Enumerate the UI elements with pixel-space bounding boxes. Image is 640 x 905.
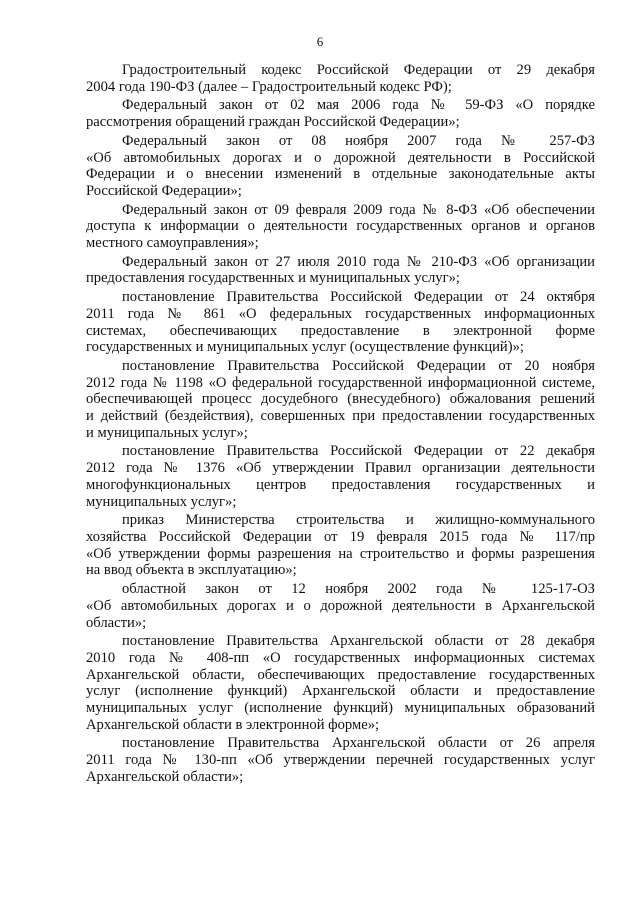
- paragraph-line: на ввод объекта в эксплуатацию»;: [86, 562, 297, 579]
- paragraph: [86, 358, 595, 442]
- paragraph-line: Федерации и о внесении изменений в отдельные законодательные акты: [86, 166, 595, 183]
- paragraph: [86, 133, 595, 200]
- paragraph-line: 2012 года № 1376 «Об утверждении Правил организации деятельности: [86, 460, 595, 477]
- paragraph-line: государственных и муниципальных услуг (осуществление функций)»;: [86, 339, 524, 356]
- paragraph-line: Российской Федерации»;: [86, 182, 242, 199]
- paragraph-line: областной закон от 12 ноября 2002 года № 125-17-ОЗ: [122, 581, 595, 598]
- paragraph-line: «Об автомобильных дорогах и о дорожной деятельности в Российской: [86, 149, 595, 166]
- paragraph-line: Архангельской области, обеспечивающих предоставление государственных: [86, 666, 595, 683]
- paragraph-line: муниципальных услуг»;: [86, 493, 237, 510]
- paragraph-line: муниципальных услуг (исполнение функций) муниципальных образований: [86, 700, 595, 717]
- paragraph-line: 2011 года № 861 «О федеральных государственных информационных: [86, 305, 595, 322]
- paragraph-line: доступа к информации о деятельности государственных органов и органов: [86, 218, 595, 235]
- paragraph-line: «Об утверждении формы разрешения на строительство и формы разрешения: [86, 545, 595, 562]
- paragraph-line: услуг (исполнение функций) Архангельской области и предоставление: [86, 683, 595, 700]
- document-body: [86, 62, 595, 788]
- paragraph-line: Федеральный закон от 02 мая 2006 года № 59-ФЗ «О порядке: [122, 97, 595, 114]
- paragraph-line: Федеральный закон от 09 февраля 2009 года № 8-ФЗ «Об обеспечении: [122, 201, 595, 218]
- paragraph: [86, 443, 595, 510]
- paragraph-line: Архангельской области в электронной форме»;: [86, 716, 380, 733]
- paragraph-line: обеспечивающей процесс досудебного (внесудебного) обжалования решений: [86, 391, 595, 408]
- paragraph: [86, 97, 595, 130]
- paragraph: [86, 633, 595, 733]
- paragraph-line: области»;: [86, 614, 147, 631]
- paragraph-line: и действий (бездействия), совершенных при предоставлении государственных: [86, 408, 595, 425]
- paragraph-line: постановление Правительства Архангельской области от 28 декабря: [122, 633, 595, 650]
- paragraph-line: 2004 года 190-ФЗ (далее – Градостроительный кодекс РФ);: [86, 78, 452, 95]
- paragraph-line: постановление Правительства Архангельской области от 26 апреля: [122, 735, 595, 752]
- paragraph-line: местного самоуправления»;: [86, 235, 259, 252]
- paragraph: [86, 62, 595, 95]
- paragraph-line: и муниципальных услуг»;: [86, 424, 248, 441]
- paragraph-line: 2012 года № 1198 «О федеральной государственной информационной системе,: [86, 374, 595, 391]
- paragraph-line: 2011 года № 130-пп «Об утверждении перечней государственных услуг: [86, 752, 595, 769]
- paragraph-line: «Об автомобильных дорогах и о дорожной деятельности в Архангельской: [86, 597, 595, 614]
- paragraph-line: предоставления государственных и муниципальных услуг»;: [86, 270, 460, 287]
- paragraph: [86, 254, 595, 287]
- paragraph-line: хозяйства Российской Федерации от 19 февраля 2015 года № 117/пр: [86, 528, 595, 545]
- paragraph: [86, 512, 595, 579]
- paragraph-line: постановление Правительства Российской Федерации от 20 ноября: [122, 357, 595, 374]
- paragraph: [86, 581, 595, 631]
- paragraph-line: многофункциональных центров предоставления государственных и: [86, 476, 595, 493]
- paragraph-line: Федеральный закон от 08 ноября 2007 года № 257-ФЗ: [122, 132, 595, 149]
- paragraph-line: системах, обеспечивающих предоставление в электронной форме: [86, 322, 595, 339]
- paragraph: [86, 202, 595, 252]
- paragraph-line: Архангельской области»;: [86, 768, 244, 785]
- page-number: 6: [316, 34, 324, 49]
- paragraph: [86, 289, 595, 356]
- paragraph-line: Федеральный закон от 27 июля 2010 года № 210-ФЗ «Об организации: [122, 253, 595, 270]
- paragraph-line: рассмотрения обращений граждан Российской Федерации»;: [86, 114, 460, 131]
- paragraph-line: постановление Правительства Российской Федерации от 24 октября: [122, 289, 595, 306]
- paragraph-line: постановление Правительства Российской Федерации от 22 декабря: [122, 443, 595, 460]
- paragraph-line: приказ Министерства строительства и жилищно-коммунального: [122, 512, 595, 529]
- paragraph-line: Градостроительный кодекс Российской Федерации от 29 декабря: [122, 62, 595, 78]
- paragraph-line: 2010 года № 408-пп «О государственных информационных системах: [86, 649, 595, 666]
- paragraph: [86, 735, 595, 785]
